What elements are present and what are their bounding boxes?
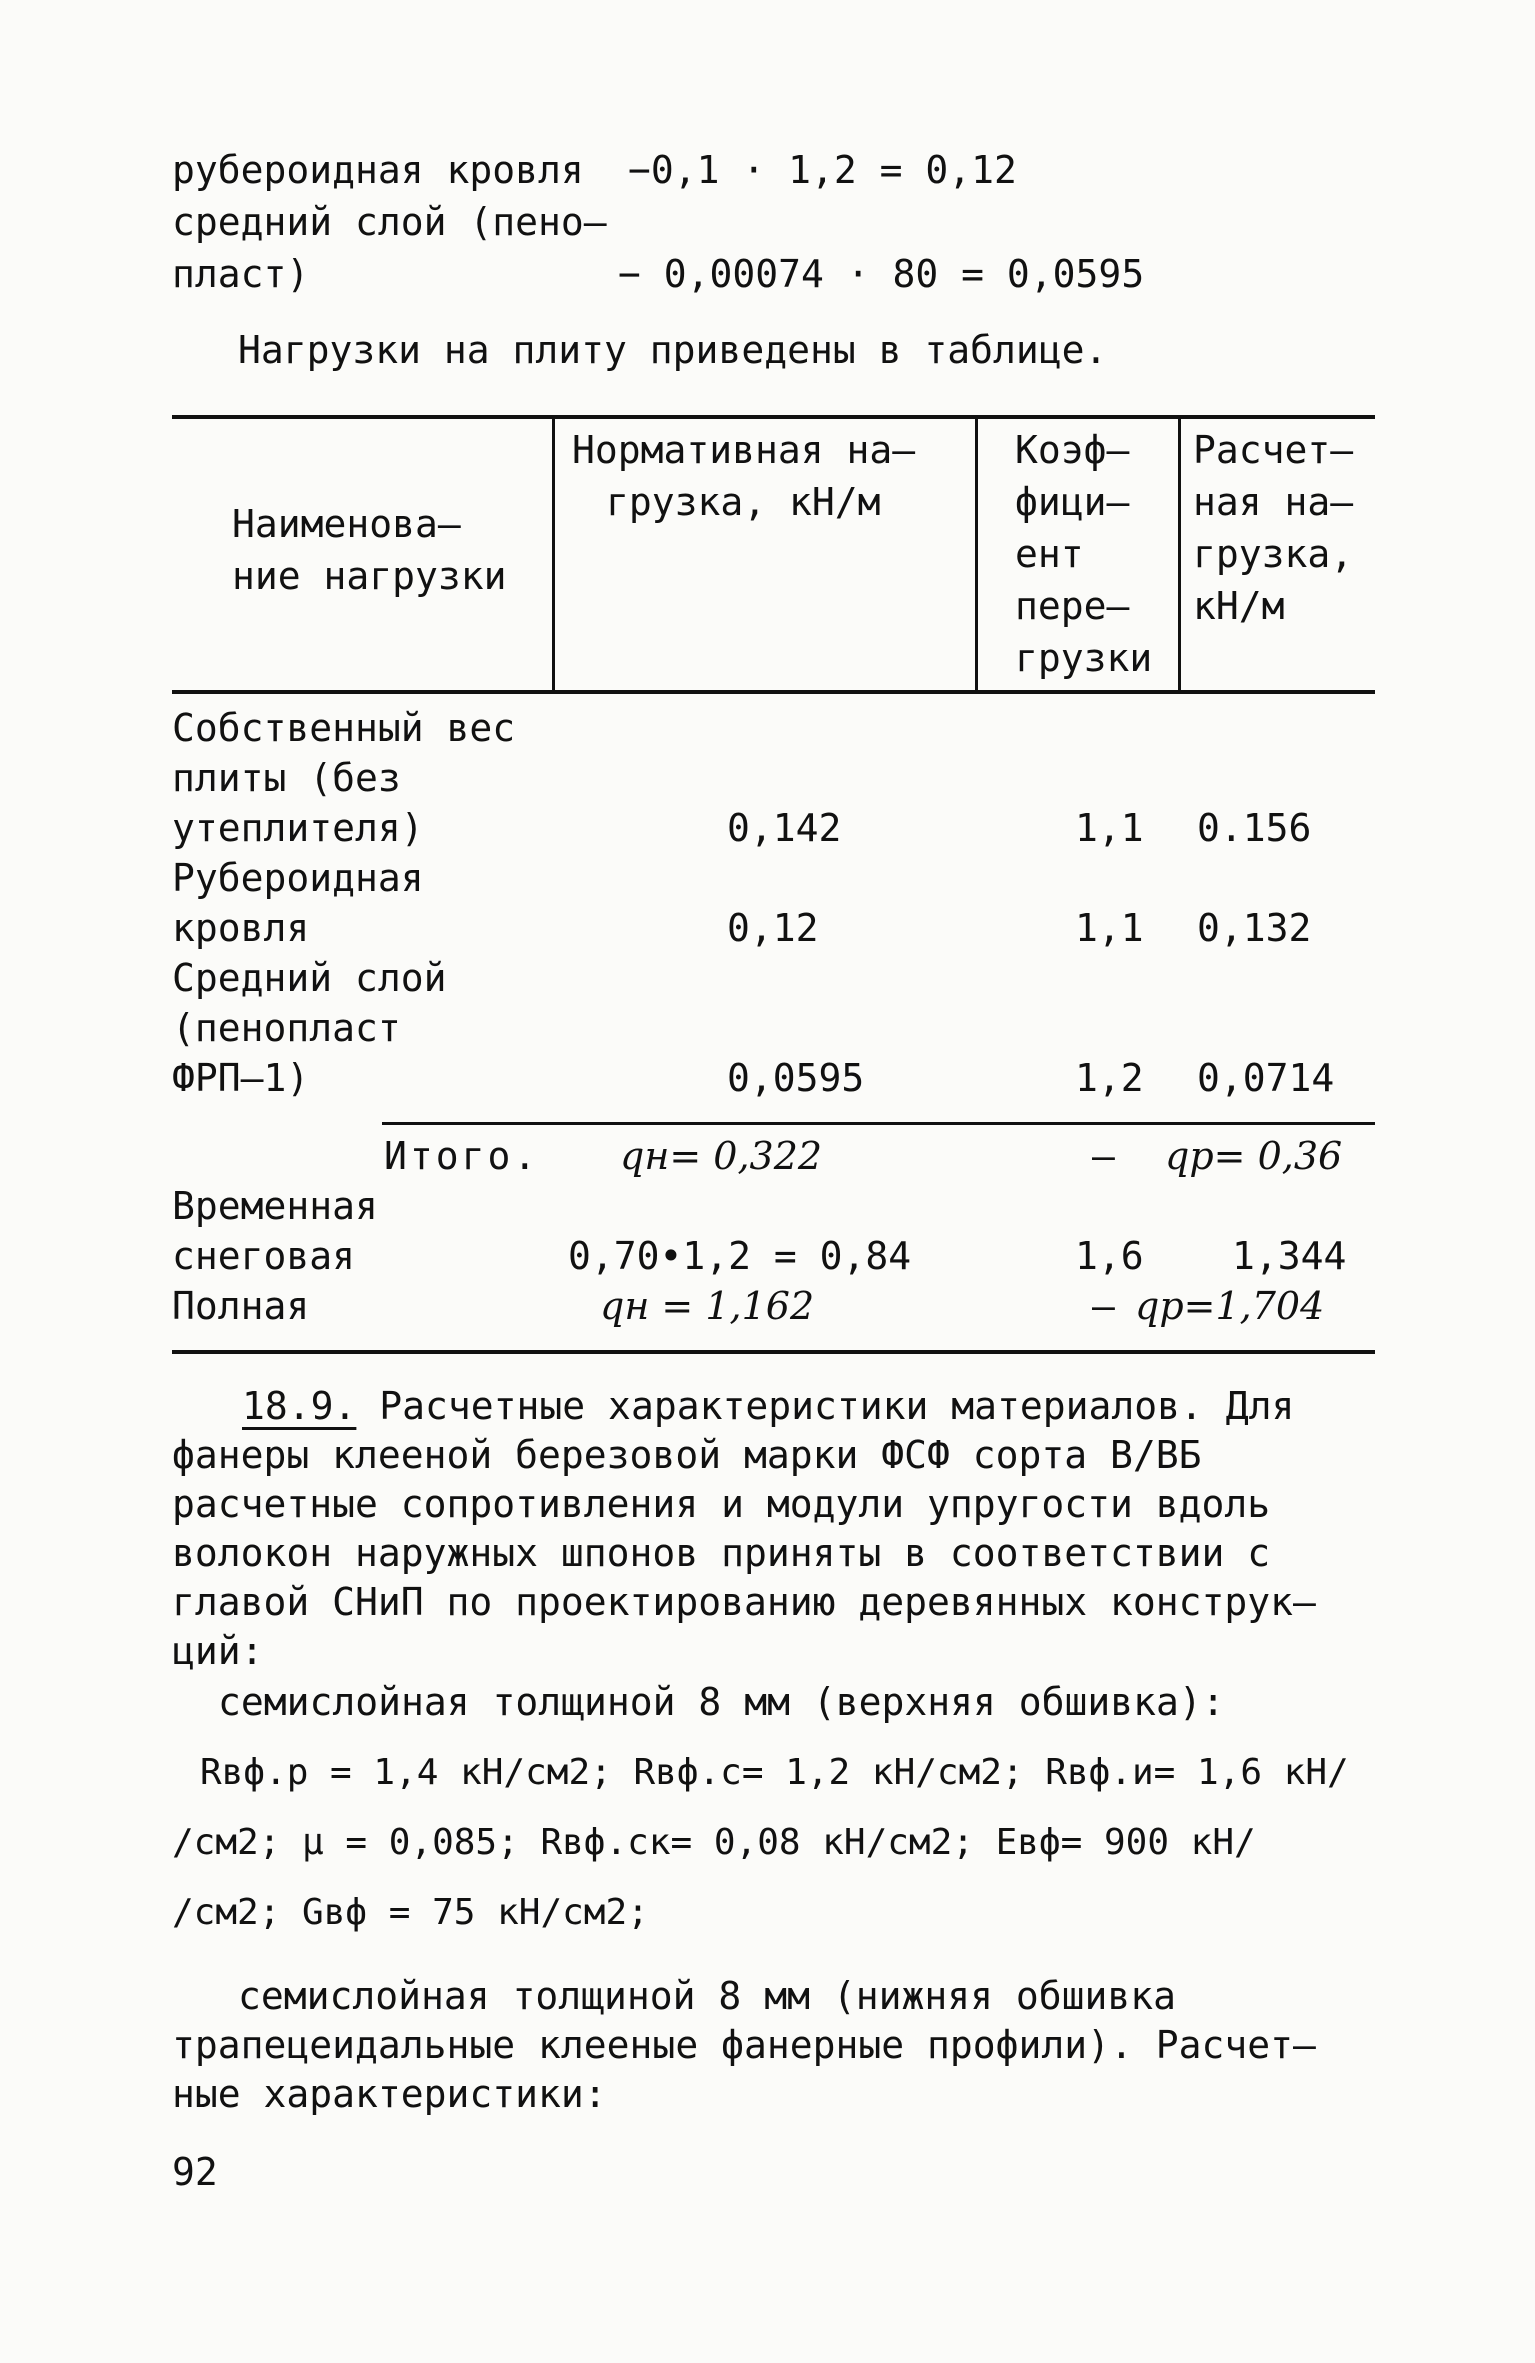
header-coef-line: ент [1015, 532, 1084, 576]
snow-normative: 0,70•1,2 = 0,84 [568, 1234, 912, 1278]
intro-row2-formula: − 0,00074 · 80 = 0,0595 [618, 252, 1145, 296]
row-3-design: 0,0714 [1197, 1056, 1335, 1100]
header-design-line: ная на– [1193, 480, 1354, 524]
section-line [172, 1382, 1372, 1431]
row-1-coef: 1,1 [1075, 806, 1144, 850]
row-2-coef: 1,1 [1075, 906, 1144, 950]
table-bottom-rule [172, 1350, 1375, 1354]
intro-row2-label-a: средний слой (пено– [172, 200, 607, 244]
row-1-normative: 0,142 [727, 806, 842, 850]
full-name-0: Полная [172, 1284, 310, 1328]
header-name-line: Наименова– [232, 502, 461, 546]
sub2-line: трапецеидальные клееные фанерные профили). Расчет– [172, 2023, 1316, 2067]
table-col-divider-1 [552, 415, 555, 692]
header-design-line: грузка, [1193, 532, 1354, 576]
sub2-paragraph [172, 1972, 1372, 2119]
total-coef: – [1092, 1134, 1115, 1178]
table-caption: Нагрузки на плиту приведены в таблице. [238, 328, 1108, 372]
header-normative-line: Нормативная на– [572, 428, 916, 472]
sub1-heading: семислойная толщиной 8 мм (верхняя обшивка): [218, 1680, 1225, 1724]
section-line-text: Расчетные характеристики материалов. Для [379, 1384, 1295, 1428]
row-3-name-1: (пенопласт [172, 1006, 401, 1050]
sub2-line: семислойная толщиной 8 мм (нижняя обшивка [238, 1974, 1176, 2018]
intro-row2-label-b: пласт) [172, 252, 310, 296]
table-col-divider-3 [1178, 415, 1181, 692]
header-coef-line: фици– [1015, 480, 1130, 524]
total-normative: qн= 0,322 [620, 1134, 823, 1178]
row-2-name-1: кровля [172, 906, 310, 950]
snow-coef: 1,6 [1075, 1234, 1144, 1278]
section-line-text: волокон наружных шпонов приняты в соответствии с [172, 1531, 1271, 1575]
row-3-normative: 0,0595 [727, 1056, 865, 1100]
table-top-rule [172, 415, 1375, 419]
section-line-text: ций: [172, 1629, 264, 1673]
sub2-line: ные характеристики: [172, 2072, 607, 2116]
row-1-name-1: плиты (без [172, 756, 401, 800]
snow-design: 1,344 [1232, 1234, 1347, 1278]
header-coef-line: грузки [1015, 636, 1153, 680]
header-name-line: ние нагрузки [232, 554, 507, 598]
snow-name-1: снеговая [172, 1234, 356, 1278]
section-line-text: фанеры клееной березовой марки ФСФ сорта В/ВБ [172, 1433, 1202, 1477]
header-design-line: кН/м [1193, 584, 1285, 628]
row-3-name-0: Средний слой [172, 956, 447, 1000]
row-2-name-0: Рубероидная [172, 856, 424, 900]
section-line-text: главой СНиП по проектированию деревянных конструк– [172, 1580, 1316, 1624]
row-3-coef: 1,2 [1075, 1056, 1144, 1100]
subtotal-rule [382, 1122, 1375, 1125]
header-normative [572, 424, 915, 528]
full-normative: qн = 1,162 [600, 1284, 815, 1328]
formula-line-2: /см2; μ = 0,085; Rвф.ск= 0,08 кН/см2; Eвф= 900 кН/ [172, 1822, 1256, 1863]
snow-name-0: Временная [172, 1184, 378, 1228]
total-label: Итого. [384, 1134, 540, 1178]
row-1-name-0: Собственный вес [172, 706, 516, 750]
row-3-name-2: ФРП–1) [172, 1056, 310, 1100]
table-col-divider-2 [975, 415, 978, 692]
header-coef-line: Коэф– [1015, 428, 1130, 472]
header-name [232, 498, 507, 602]
formula-line-1: Rвф.р = 1,4 кН/см2; Rвф.с= 1,2 кН/см2; Rвф.и= 1,6 кН/ [200, 1752, 1349, 1793]
row-1-name-2: утеплителя) [172, 806, 424, 850]
full-design: qр=1,704 [1135, 1284, 1325, 1328]
section-line-text: расчетные сопротивления и модули упругости вдоль [172, 1482, 1271, 1526]
row-1-design: 0.156 [1197, 806, 1312, 850]
total-design: qр= 0,36 [1165, 1134, 1343, 1178]
header-normative-line: грузка, кН/м [606, 480, 881, 524]
row-2-design: 0,132 [1197, 906, 1312, 950]
header-design [1193, 424, 1353, 632]
intro-row1-formula: −0,1 · 1,2 = 0,12 [628, 148, 1017, 192]
section-paragraph [172, 1382, 1372, 1676]
table-header-rule [172, 690, 1375, 694]
section-number: 18.9. [242, 1384, 357, 1428]
page-number: 92 [172, 2150, 218, 2194]
header-coef-line: пере– [1015, 584, 1130, 628]
intro-row1-label: рубероидная кровля [172, 148, 584, 192]
full-coef: – [1092, 1284, 1115, 1328]
row-2-normative: 0,12 [727, 906, 819, 950]
header-coef [1015, 424, 1152, 684]
header-design-line: Расчет– [1193, 428, 1354, 472]
formula-line-3: /см2; Gвф = 75 кН/см2; [172, 1892, 649, 1933]
